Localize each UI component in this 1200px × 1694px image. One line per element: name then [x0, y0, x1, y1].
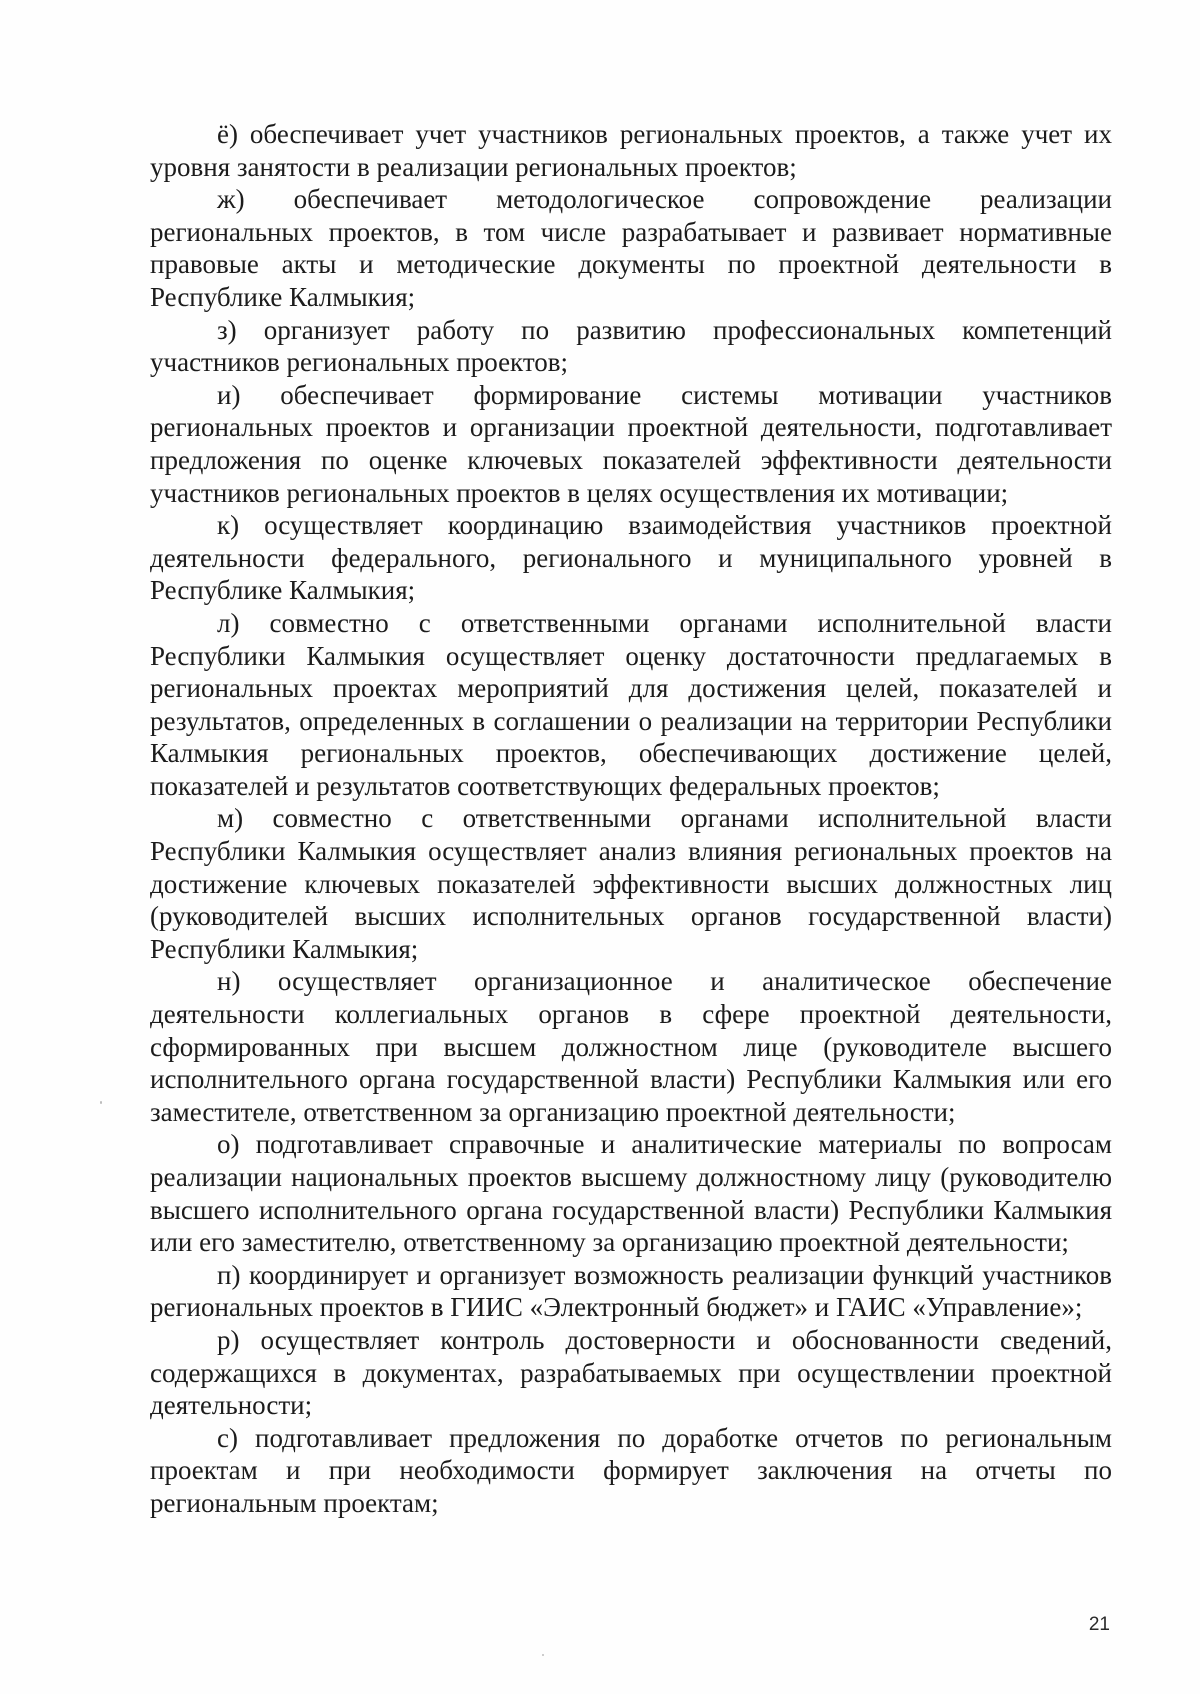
clause-r: р) осуществляет контроль достоверности и обоснованности сведений, содержащихся в документах, разрабатываемых при осуществлении проектной деятельности; [150, 1324, 1112, 1421]
clause-o: о) подготавливает справочные и аналитические материалы по вопросам реализации национальных проектов высшему должностному лицу (руководителю высшего исполнительного органа государственной власти) Республики Калмыкия или его заместителю, ответственному за организацию проектной деятельности; [150, 1129, 1112, 1258]
document-body [150, 118, 1112, 1520]
clause-m: м) совместно с ответственными органами исполнительной власти Республики Калмыкия осуществляет анализ влияния региональных проектов на достижение ключевых показателей эффективности высших должностных лиц (руководителей высших исполнительных органов государственной власти) Республики Калмыкия; [150, 803, 1112, 964]
clause-n: н) осуществляет организационное и аналитическое обеспечение деятельности коллегиальных органов в сфере проектной деятельности, сформированных при высшем должностном лице (руководителе высшего исполнительного органа государственной власти) Республики Калмыкия или его заместителе, ответственном за организацию проектной деятельности; [150, 966, 1112, 1127]
clause-l: л) совместно с ответственными органами исполнительной власти Республики Калмыкия осуществляет оценку достаточности предлагаемых в региональных проектах мероприятий для достижения целей, показателей и результатов, определенных в соглашении о реализации на территории Республики Калмыкия региональных проектов, обеспечивающих достижение целей, показателей и результатов соответствующих федеральных проектов; [150, 607, 1112, 801]
clause-p: п) координирует и организует возможность реализации функций участников региональных проектов в ГИИС «Электронный бюджет» и ГАИС «Управление»; [150, 1259, 1112, 1323]
clause-i: и) обеспечивает формирование системы мотивации участников региональных проектов и организации проектной деятельности, подготавливает предложения по оценке ключевых показателей эффективности деятельности участников региональных проектов в целях осуществления их мотивации; [150, 379, 1112, 508]
page-number: 21 [1088, 1614, 1110, 1635]
clause-zh: ж) обеспечивает методологическое сопровождение реализации региональных проектов, в том числе разрабатывает и развивает нормативные правовые акты и методические документы по проектной деятельности в Республике Калмыкия; [150, 184, 1112, 312]
scan-speck [542, 1654, 544, 1656]
scan-speck [100, 1101, 102, 1104]
clause-k: к) осуществляет координацию взаимодействия участников проектной деятельности федерального, регионального и муниципального уровней в Республике Калмыкия; [150, 510, 1112, 606]
clause-yo: ё) обеспечивает учет участников региональных проектов, а также учет их уровня занятости в реализации региональных проектов; [150, 119, 1112, 182]
clause-z: з) организует работу по развитию профессиональных компетенций участников региональных проектов; [150, 314, 1112, 378]
clause-s: с) подготавливает предложения по доработке отчетов по региональным проектам и при необходимости формирует заключения на отчеты по региональным проектам; [150, 1422, 1112, 1518]
